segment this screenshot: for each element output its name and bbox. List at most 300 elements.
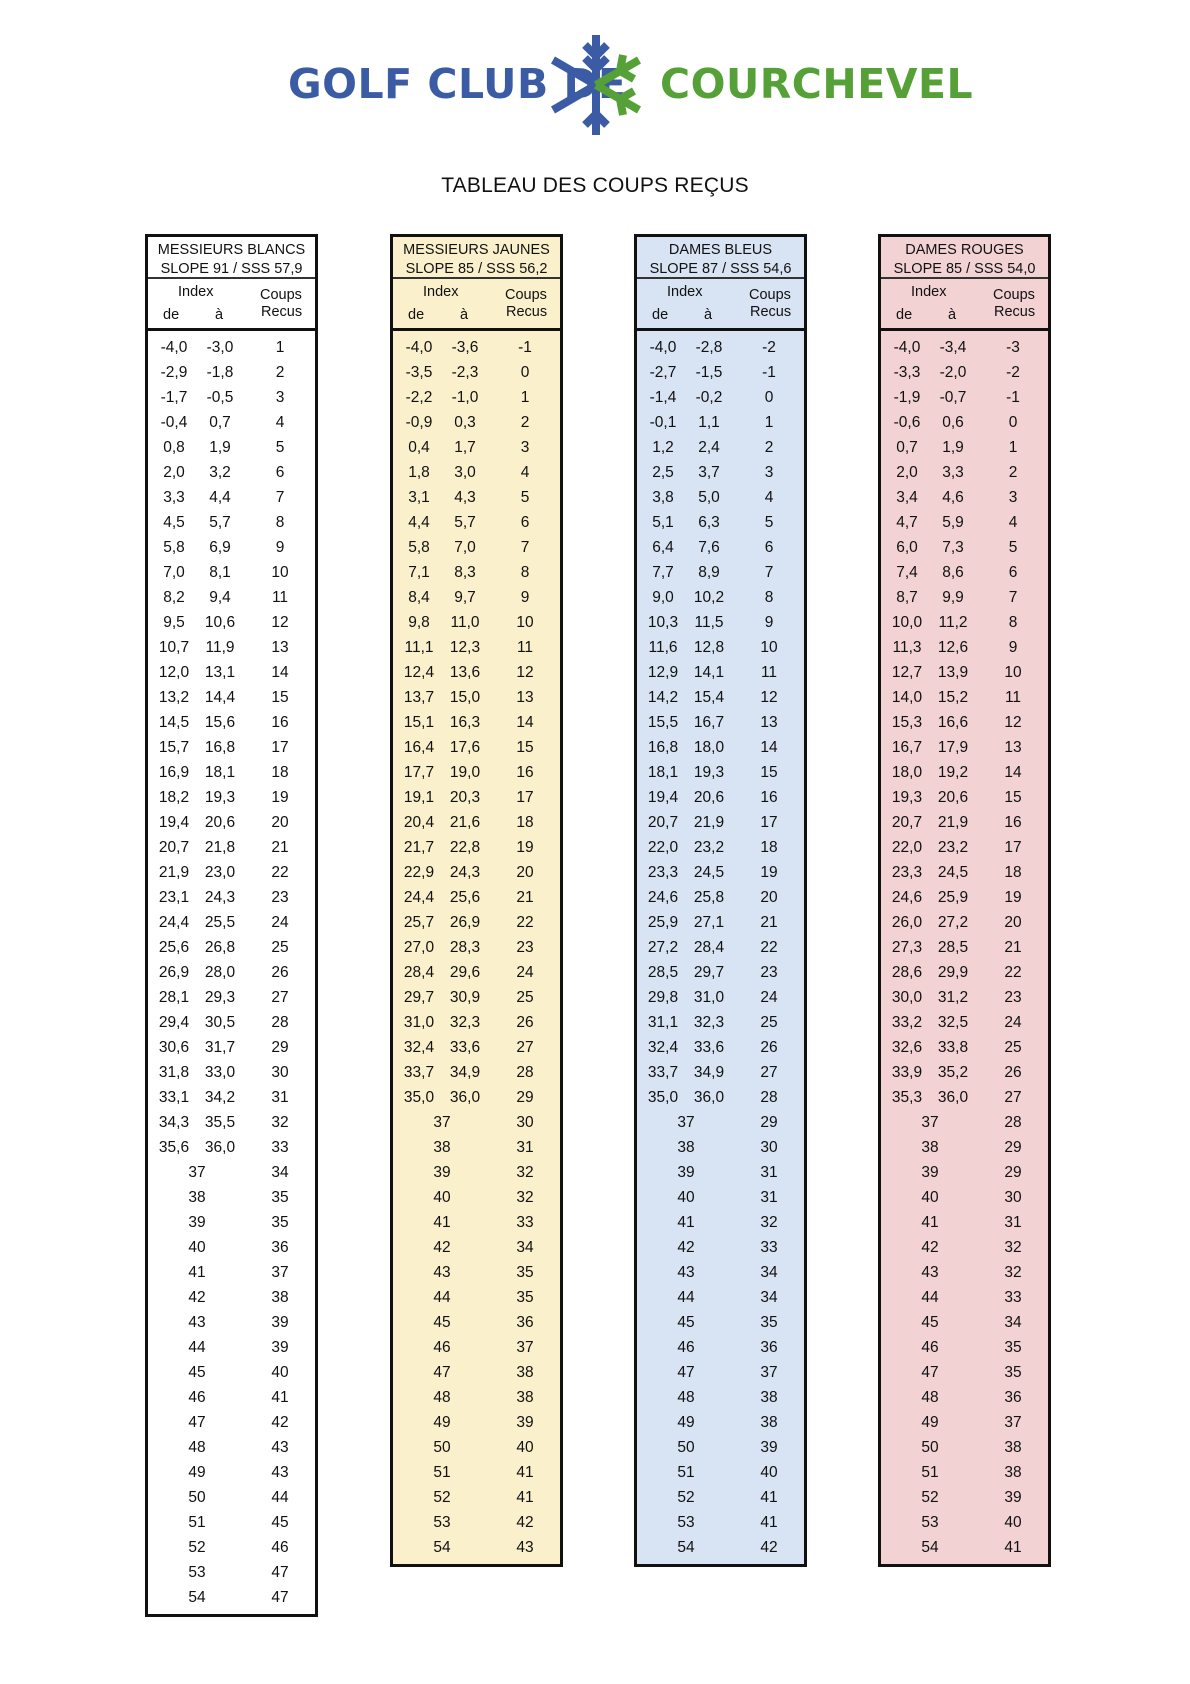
index-from: 24,6 (647, 889, 679, 906)
index-value: 51 (433, 1464, 451, 1481)
table-row (148, 1560, 315, 1585)
table-row (881, 435, 1048, 460)
index-value: 44 (433, 1289, 451, 1306)
index-from: 26,0 (891, 914, 923, 931)
index-from: 20,7 (158, 839, 190, 856)
strokes-received: 9 (275, 539, 285, 556)
column-headers (881, 279, 1048, 331)
index-from: 19,4 (647, 789, 679, 806)
index-value: 41 (433, 1214, 451, 1231)
strokes-received: 4 (275, 414, 285, 431)
strokes-received: 47 (271, 1589, 289, 1606)
index-to: 8,3 (454, 564, 476, 581)
strokes-received: 43 (516, 1539, 534, 1556)
table-row (393, 935, 560, 960)
index-to: 10,2 (693, 589, 725, 606)
strokes-received: 9 (520, 589, 530, 606)
table-row (881, 760, 1048, 785)
strokes-received: 38 (516, 1389, 534, 1406)
strokes-received: 32 (516, 1189, 534, 1206)
club-logo (0, 28, 1190, 143)
table-row (637, 560, 804, 585)
strokes-received: 5 (520, 489, 530, 506)
table-row (637, 1360, 804, 1385)
strokes-received: 39 (271, 1339, 289, 1356)
index-from: 5,8 (408, 539, 430, 556)
index-to: 28,4 (693, 939, 725, 956)
index-from: 15,3 (891, 714, 923, 731)
index-from: 6,4 (652, 539, 674, 556)
strokes-received: 31 (760, 1189, 778, 1206)
index-from: 31,0 (403, 1014, 435, 1031)
table-row (148, 885, 315, 910)
index-value: 45 (677, 1314, 695, 1331)
index-to: 5,7 (454, 514, 476, 531)
table-row (148, 1310, 315, 1335)
strokes-received: 41 (516, 1489, 534, 1506)
index-to: 13,6 (449, 664, 481, 681)
strokes-received: 12 (1004, 714, 1022, 731)
strokes-received: 27 (516, 1039, 534, 1056)
table-title-header (393, 237, 560, 279)
strokes-received: 38 (1004, 1439, 1022, 1456)
table-row (881, 585, 1048, 610)
strokes-received: 10 (1004, 664, 1022, 681)
index-value: 50 (921, 1439, 939, 1456)
index-from: 29,7 (403, 989, 435, 1006)
strokes-received: 31 (760, 1164, 778, 1181)
index-value: 50 (188, 1489, 206, 1506)
column-headers (393, 279, 560, 331)
strokes-received: 15 (1004, 789, 1022, 806)
strokes-received: 12 (271, 614, 289, 631)
index-value: 53 (188, 1564, 206, 1581)
index-to: 18,1 (204, 764, 236, 781)
strokes-received: 40 (271, 1364, 289, 1381)
index-to: 31,0 (693, 989, 725, 1006)
table-row (148, 735, 315, 760)
table-row (881, 1360, 1048, 1385)
table-row (881, 910, 1048, 935)
strokes-received: 41 (760, 1514, 778, 1531)
index-value: 42 (188, 1289, 206, 1306)
strokes-received: 14 (271, 664, 289, 681)
strokes-received: 30 (760, 1139, 778, 1156)
table-row (637, 860, 804, 885)
strokes-received: 39 (1004, 1489, 1022, 1506)
strokes-received: 0 (764, 389, 774, 406)
index-from: 33,7 (403, 1064, 435, 1081)
table-row (637, 510, 804, 535)
index-from: 18,2 (158, 789, 190, 806)
index-from: 27,0 (403, 939, 435, 956)
index-from: 0,7 (896, 439, 918, 456)
index-to: 9,4 (209, 589, 231, 606)
strokes-received: 15 (271, 689, 289, 706)
strokes-received: 29 (760, 1114, 778, 1131)
strokes-received: 30 (1004, 1189, 1022, 1206)
table-row (148, 1385, 315, 1410)
table-row (393, 1485, 560, 1510)
table-row (637, 810, 804, 835)
index-to: 34,9 (693, 1064, 725, 1081)
strokes-received: 34 (1004, 1314, 1022, 1331)
table-row (393, 1335, 560, 1360)
index-from: 7,7 (652, 564, 674, 581)
index-to: 32,3 (693, 1014, 725, 1031)
strokes-received: 35 (516, 1289, 534, 1306)
index-value: 49 (188, 1464, 206, 1481)
index-from: 4,5 (163, 514, 185, 531)
strokes-received: 5 (764, 514, 774, 531)
table-row (637, 435, 804, 460)
index-to: 28,0 (204, 964, 236, 981)
index-from: 21,7 (403, 839, 435, 856)
index-value: 37 (188, 1164, 206, 1181)
strokes-received: 9 (764, 614, 774, 631)
strokes-received: 22 (516, 914, 534, 931)
index-to: 19,2 (937, 764, 969, 781)
index-to: 34,2 (204, 1089, 236, 1106)
strokes-received: 47 (271, 1564, 289, 1581)
index-from: 4,7 (896, 514, 918, 531)
strokes-received: 0 (1008, 414, 1018, 431)
strokes-received: 7 (1008, 589, 1018, 606)
index-from: 8,2 (163, 589, 185, 606)
strokes-received: 38 (760, 1389, 778, 1406)
index-from: -2,9 (160, 364, 188, 381)
index-to: 15,0 (449, 689, 481, 706)
table-row (148, 1160, 315, 1185)
index-to: 16,3 (449, 714, 481, 731)
table-row (393, 1235, 560, 1260)
index-to: 25,8 (693, 889, 725, 906)
table-row (393, 735, 560, 760)
index-from: 0,8 (163, 439, 185, 456)
table-row (637, 1085, 804, 1110)
strokes-received: 1 (764, 414, 774, 431)
table-row (393, 1085, 560, 1110)
index-from: 12,9 (647, 664, 679, 681)
coups-header: Coups (260, 287, 302, 303)
strokes-received: 24 (271, 914, 289, 931)
table-row (148, 660, 315, 685)
page-title: TABLEAU DES COUPS REÇUS (441, 174, 749, 197)
table-slope-sss: SLOPE 87 / SSS 54,6 (649, 261, 792, 277)
index-value: 49 (433, 1414, 451, 1431)
table-row (881, 360, 1048, 385)
table-row (881, 1535, 1048, 1560)
index-from: 18,0 (891, 764, 923, 781)
index-from: -3,5 (405, 364, 433, 381)
strokes-received: 35 (271, 1189, 289, 1206)
table-row (881, 335, 1048, 360)
strokes-received: 40 (516, 1439, 534, 1456)
strokes-received: 36 (760, 1339, 778, 1356)
index-from: 4,4 (408, 514, 430, 531)
index-from: 29,4 (158, 1014, 190, 1031)
index-to: 24,5 (937, 864, 969, 881)
strokes-received: 1 (275, 339, 285, 356)
table-row (148, 485, 315, 510)
table-row (393, 1035, 560, 1060)
index-value: 49 (677, 1414, 695, 1431)
index-value: 45 (188, 1364, 206, 1381)
index-from: 2,0 (163, 464, 185, 481)
recus-header: Recus (750, 304, 792, 320)
strokes-received: 31 (516, 1139, 534, 1156)
strokes-received: 31 (271, 1089, 289, 1106)
column-headers (637, 279, 804, 331)
strokes-received: 45 (271, 1514, 289, 1531)
index-to: 19,3 (693, 764, 725, 781)
index-to: 33,6 (449, 1039, 481, 1056)
strokes-received: 36 (516, 1314, 534, 1331)
index-to: 21,8 (204, 839, 236, 856)
strokes-received: 20 (516, 864, 534, 881)
table-row (637, 1410, 804, 1435)
strokes-received: 46 (271, 1539, 289, 1556)
coups-header: Coups (505, 287, 547, 303)
index-to: 32,3 (449, 1014, 481, 1031)
index-from: 8,4 (408, 589, 430, 606)
strokes-received: 19 (516, 839, 534, 856)
strokes-received: 19 (760, 864, 778, 881)
index-to: 35,2 (937, 1064, 969, 1081)
table-row (148, 1460, 315, 1485)
index-from: 35,0 (647, 1089, 679, 1106)
table-row (148, 1335, 315, 1360)
index-from: -0,6 (893, 414, 921, 431)
index-to: 0,7 (209, 414, 231, 431)
index-from: 13,2 (158, 689, 190, 706)
table-row (881, 1110, 1048, 1135)
table-row (393, 585, 560, 610)
strokes-received: 30 (271, 1064, 289, 1081)
table-row (881, 1310, 1048, 1335)
index-from: 16,9 (158, 764, 190, 781)
index-from: 3,1 (408, 489, 430, 506)
strokes-received: 32 (1004, 1239, 1022, 1256)
strokes-received: 36 (271, 1239, 289, 1256)
strokes-received: 10 (516, 614, 534, 631)
table-row (637, 1235, 804, 1260)
strokes-received: 25 (1004, 1039, 1022, 1056)
index-from: -0,9 (405, 414, 433, 431)
table-row (393, 960, 560, 985)
strokes-received: 38 (760, 1414, 778, 1431)
strokes-received: 34 (760, 1289, 778, 1306)
strokes-received: 22 (271, 864, 289, 881)
index-value: 40 (921, 1189, 939, 1206)
table-row (637, 1285, 804, 1310)
table-row (148, 360, 315, 385)
index-to: 28,3 (449, 939, 481, 956)
table-row (148, 935, 315, 960)
index-from: 11,6 (648, 639, 678, 656)
index-from: 10,7 (158, 639, 190, 656)
strokes-received: 38 (271, 1289, 289, 1306)
table-row (148, 1085, 315, 1110)
index-to: -1,5 (695, 364, 723, 381)
index-to: 12,8 (693, 639, 725, 656)
index-from: 35,6 (158, 1139, 190, 1156)
index-from: 3,8 (652, 489, 674, 506)
table-row (393, 660, 560, 685)
strokes-received: 26 (516, 1014, 534, 1031)
strokes-received: 21 (1004, 939, 1022, 956)
table-row (393, 1010, 560, 1035)
index-from: -0,1 (649, 414, 677, 431)
strokes-received: 17 (516, 789, 534, 806)
strokes-received: 27 (760, 1064, 778, 1081)
index-to: 30,5 (204, 1014, 236, 1031)
index-from: 23,1 (158, 889, 190, 906)
index-value: 44 (188, 1339, 206, 1356)
index-value: 47 (188, 1414, 206, 1431)
strokes-received: 20 (271, 814, 289, 831)
index-value: 43 (677, 1264, 695, 1281)
index-from: 1,8 (408, 464, 430, 481)
index-to: 25,5 (204, 914, 236, 931)
index-to: 5,7 (209, 514, 231, 531)
strokes-received: 28 (516, 1064, 534, 1081)
index-from: 30,0 (891, 989, 923, 1006)
index-to: 4,4 (209, 489, 231, 506)
table-row (881, 1160, 1048, 1185)
strokes-received: 15 (760, 764, 778, 781)
de-header: de (163, 307, 180, 323)
index-from: 16,4 (403, 739, 435, 756)
table-row (393, 1410, 560, 1435)
index-value: 48 (677, 1389, 695, 1406)
strokes-received: -2 (1006, 364, 1020, 381)
index-to: 27,2 (937, 914, 969, 931)
recus-header: Recus (994, 304, 1036, 320)
index-value: 37 (677, 1114, 695, 1131)
index-from: 20,7 (891, 814, 923, 831)
strokes-received: 40 (760, 1464, 778, 1481)
strokes-received: 44 (271, 1489, 289, 1506)
strokes-received: 16 (760, 789, 778, 806)
index-from: 15,5 (647, 714, 679, 731)
table-slope-sss: SLOPE 85 / SSS 54,0 (893, 261, 1036, 277)
strokes-received: 23 (1004, 989, 1022, 1006)
table-row (148, 1010, 315, 1035)
index-from: 32,4 (647, 1039, 679, 1056)
strokes-received: 2 (764, 439, 774, 456)
table-row (881, 410, 1048, 435)
index-to: 17,6 (449, 739, 481, 756)
a-header: à (948, 307, 957, 323)
strokes-received: 28 (760, 1089, 778, 1106)
index-value: 47 (921, 1364, 939, 1381)
index-from: 25,9 (647, 914, 679, 931)
index-to: 12,6 (937, 639, 969, 656)
index-to: 26,9 (449, 914, 481, 931)
table-row (881, 885, 1048, 910)
table-row (881, 510, 1048, 535)
index-value: 40 (433, 1189, 451, 1206)
index-from: -1,4 (649, 389, 677, 406)
index-from: 0,4 (408, 439, 430, 456)
table-row (393, 560, 560, 585)
coups-header: Coups (993, 287, 1035, 303)
table-row (393, 635, 560, 660)
strokes-received: 17 (271, 739, 289, 756)
index-to: 8,9 (698, 564, 720, 581)
strokes-received: 6 (764, 539, 774, 556)
table-row (881, 560, 1048, 585)
snowflake-icon (541, 30, 651, 140)
table-row (637, 1210, 804, 1235)
index-from: 20,4 (403, 814, 435, 831)
index-to: 3,2 (209, 464, 231, 481)
table-row (637, 1185, 804, 1210)
table-row (393, 1385, 560, 1410)
table-row (393, 1110, 560, 1135)
index-from: 7,0 (163, 564, 185, 581)
table-row (637, 1335, 804, 1360)
index-to: 5,0 (698, 489, 720, 506)
strokes-received: 25 (271, 939, 289, 956)
strokes-received: 23 (271, 889, 289, 906)
index-to: 4,6 (942, 489, 964, 506)
index-to: 21,9 (937, 814, 969, 831)
index-to: 1,1 (698, 414, 720, 431)
strokes-received: 6 (275, 464, 285, 481)
index-from: 33,7 (647, 1064, 679, 1081)
index-value: 53 (433, 1514, 451, 1531)
index-to: 3,3 (942, 464, 964, 481)
strokes-received: 34 (271, 1164, 289, 1181)
strokes-received: 4 (1008, 514, 1018, 531)
index-from: 27,2 (647, 939, 679, 956)
table-row (393, 335, 560, 360)
index-to: 18,0 (693, 739, 725, 756)
strokes-received: 26 (760, 1039, 778, 1056)
index-from: 17,7 (403, 764, 435, 781)
index-to: -2,0 (939, 364, 967, 381)
table-row (148, 1135, 315, 1160)
table-row (637, 335, 804, 360)
strokes-received: 35 (516, 1264, 534, 1281)
table-row (148, 1510, 315, 1535)
table-row (881, 485, 1048, 510)
table-row (393, 885, 560, 910)
index-to: 12,3 (449, 639, 481, 656)
strokes-received: 12 (760, 689, 778, 706)
strokes-received: 28 (271, 1014, 289, 1031)
table-row (393, 510, 560, 535)
strokes-received: 36 (1004, 1389, 1022, 1406)
index-to: 7,3 (942, 539, 964, 556)
index-to: 1,9 (942, 439, 964, 456)
table-dames-bleus (634, 234, 807, 1567)
index-value: 54 (677, 1539, 695, 1556)
table-row (393, 1260, 560, 1285)
table-row (881, 385, 1048, 410)
index-value: 47 (433, 1364, 451, 1381)
index-value: 43 (433, 1264, 451, 1281)
index-from: 27,3 (891, 939, 923, 956)
index-value: 42 (677, 1239, 695, 1256)
index-to: 30,9 (449, 989, 481, 1006)
index-to: 14,4 (204, 689, 236, 706)
index-value: 51 (677, 1464, 695, 1481)
index-to: 7,0 (454, 539, 476, 556)
index-from: 14,0 (891, 689, 923, 706)
